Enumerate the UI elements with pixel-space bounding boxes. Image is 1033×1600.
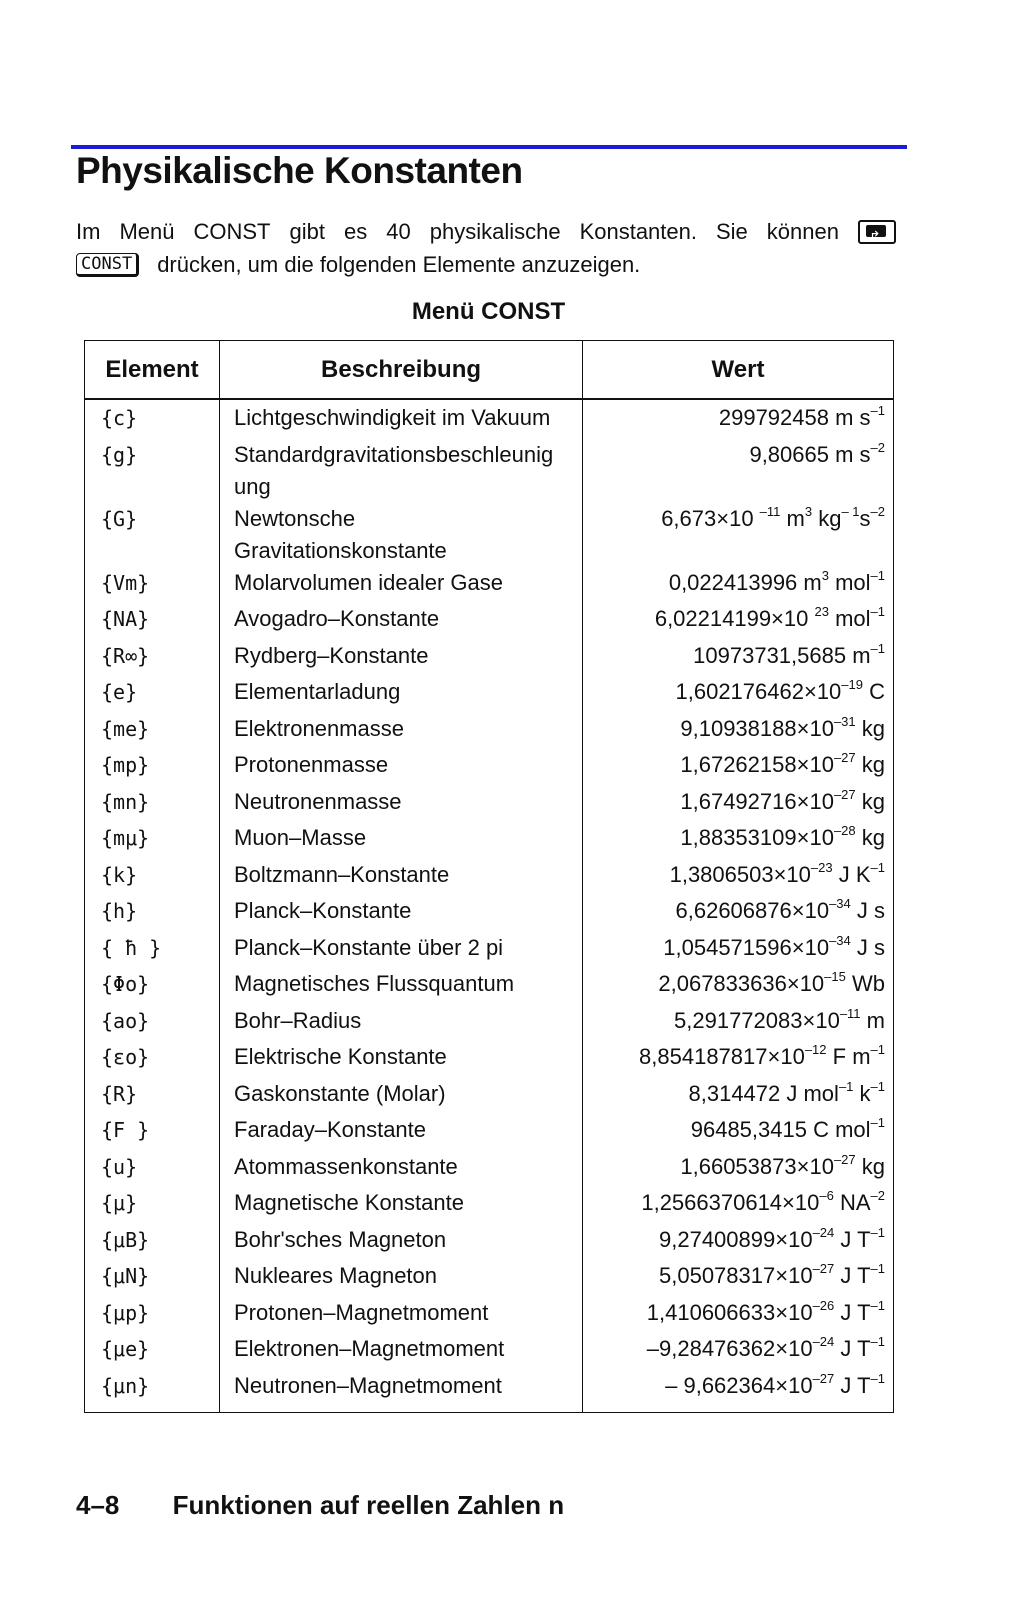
- description-cell: Magnetisches Flussquantum: [220, 968, 583, 1005]
- value-cell: 0,022413996 $m^3$ mol$^{-1}$: [583, 567, 894, 604]
- table-row: [85, 786, 894, 823]
- table-row: [85, 895, 894, 932]
- value-cell: $-9,28476362\times 10^{-24}$ J $T^{-1}$: [583, 1333, 894, 1370]
- table-row: [85, 932, 894, 969]
- element-cell: {mμ}: [85, 822, 220, 859]
- description-cell: Rydberg–Konstante: [220, 640, 583, 677]
- description-cell: Elementarladung: [220, 676, 583, 713]
- description-cell: Atommassenkonstante: [220, 1151, 583, 1188]
- table-row: [85, 640, 894, 677]
- value-cell: – $9,662364\times 10^{-27}$ J $T^{-1}$: [583, 1370, 894, 1413]
- intro-line-2: [76, 248, 896, 281]
- intro-word: gibt: [289, 219, 325, 244]
- intro-word: Konstanten.: [579, 219, 697, 244]
- intro-paragraph: [76, 215, 896, 281]
- table-row: [85, 1333, 894, 1370]
- element-cell: {μN}: [85, 1260, 220, 1297]
- intro-word: 40: [386, 219, 411, 244]
- table-row: [85, 676, 894, 713]
- header-rule: [71, 145, 907, 149]
- value-cell: $1,054571596\times 10^{-34}$ J s: [583, 932, 894, 969]
- element-cell: {mn}: [85, 786, 220, 823]
- table-row: [85, 822, 894, 859]
- table-body: [85, 399, 894, 1413]
- table-row: [85, 1078, 894, 1115]
- description-cell: Molarvolumen idealer Gase: [220, 567, 583, 604]
- right-shift-key-icon: [858, 220, 896, 244]
- table-row: [85, 1151, 894, 1188]
- header-value: Wert: [583, 341, 894, 400]
- description-cell: Protonen–Magnetmoment: [220, 1297, 583, 1334]
- element-cell: {R∞}: [85, 640, 220, 677]
- table-row: [85, 439, 894, 503]
- description-cell: Protonenmasse: [220, 749, 583, 786]
- intro-word: CONST: [193, 219, 271, 244]
- description-cell: Neutronenmasse: [220, 786, 583, 823]
- table-row: [85, 968, 894, 1005]
- description-cell: Elektrische Konstante: [220, 1041, 583, 1078]
- value-cell: 9,80665 m $s^{-2}$: [583, 439, 894, 503]
- description-cell: Boltzmann–Konstante: [220, 859, 583, 896]
- value-cell: $9,27400899\times 10^{-24}$ J $T^{-1}$: [583, 1224, 894, 1261]
- page-title: Physikalische Konstanten: [76, 150, 523, 191]
- value-cell: 8,314472 J mol$^{-1}$ $k^{-1}$: [583, 1078, 894, 1115]
- description-cell: Lichtgeschwindigkeit im Vakuum: [220, 399, 583, 439]
- chapter-title: Funktionen auf reellen Zahlen n: [172, 1490, 565, 1520]
- description-cell: Standardgravitationsbeschleunig ung: [220, 439, 583, 503]
- value-cell: 10973731,5685 $m^{-1}$: [583, 640, 894, 677]
- table-row: [85, 1187, 894, 1224]
- value-cell: $5,291772083\times 10^{-11}$ m: [583, 1005, 894, 1042]
- table-row: [85, 749, 894, 786]
- description-cell: Bohr'sches Magneton: [220, 1224, 583, 1261]
- element-cell: { ħ }: [85, 932, 220, 969]
- page-number: 4–8: [76, 1490, 120, 1520]
- element-cell: {u}: [85, 1151, 220, 1188]
- value-cell: $9,10938188\times 10^{-31}$ kg: [583, 713, 894, 750]
- description-cell: Faraday–Konstante: [220, 1114, 583, 1151]
- table-row: [85, 1041, 894, 1078]
- description-cell: Nukleares Magneton: [220, 1260, 583, 1297]
- value-cell: $5,05078317\times 10^{-27}$ J $T^{-1}$: [583, 1260, 894, 1297]
- element-cell: {εo}: [85, 1041, 220, 1078]
- table-row: [85, 713, 894, 750]
- element-cell: {ao}: [85, 1005, 220, 1042]
- value-cell: $6,62606876\times 10^{-34}$ J s: [583, 895, 894, 932]
- intro-word: es: [343, 219, 368, 244]
- description-cell: Neutronen–Magnetmoment: [220, 1370, 583, 1413]
- intro-word: physikalische: [429, 219, 561, 244]
- value-cell: 6,02214199×10 $^{23}$ mol$^{-1}$: [583, 603, 894, 640]
- element-cell: {me}: [85, 713, 220, 750]
- table-row: [85, 399, 894, 439]
- element-cell: {g}: [85, 439, 220, 503]
- table-row: [85, 859, 894, 896]
- value-cell: $1,88353109\times 10^{-28}$ kg: [583, 822, 894, 859]
- value-cell: $2,067833636\times 10^{-15}$ Wb: [583, 968, 894, 1005]
- description-cell: Magnetische Konstante: [220, 1187, 583, 1224]
- element-cell: {μB}: [85, 1224, 220, 1261]
- const-table: [84, 340, 894, 1413]
- element-cell: {μn}: [85, 1370, 220, 1413]
- element-cell: {e}: [85, 676, 220, 713]
- table-row: [85, 1260, 894, 1297]
- element-cell: {Φo}: [85, 968, 220, 1005]
- value-cell: 299792458 m $s^{-1}$: [583, 399, 894, 439]
- description-cell: Newtonsche Gravitationskonstante: [220, 503, 583, 567]
- element-cell: {c}: [85, 399, 220, 439]
- description-cell: Planck–Konstante: [220, 895, 583, 932]
- description-cell: Gaskonstante (Molar): [220, 1078, 583, 1115]
- table-caption: Menü CONST: [411, 298, 566, 325]
- description-cell: Elektronen–Magnetmoment: [220, 1333, 583, 1370]
- value-cell: 96485,3415 C mol$^{-1}$: [583, 1114, 894, 1151]
- description-cell: Bohr–Radius: [220, 1005, 583, 1042]
- element-cell: {Vm}: [85, 567, 220, 604]
- value-cell: $1,67492716\times 10^{-27}$ kg: [583, 786, 894, 823]
- element-cell: {μe}: [85, 1333, 220, 1370]
- table-row: [85, 1370, 894, 1413]
- header-description: Beschreibung: [220, 341, 583, 400]
- value-cell: $1,2566370614\times 10^{-6}$ $NA^{-2}$: [583, 1187, 894, 1224]
- table-row: [85, 567, 894, 604]
- element-cell: {k}: [85, 859, 220, 896]
- table-row: [85, 1005, 894, 1042]
- intro-word: Menü: [119, 219, 175, 244]
- table-row: [85, 603, 894, 640]
- header-element: Element: [85, 341, 220, 400]
- value-cell: 6,673×10 $^{-11}$ $m^3$ $kg^{- 1}s^{-2}$: [583, 503, 894, 567]
- value-cell: $1,602176462\times 10^{-19}$ C: [583, 676, 894, 713]
- intro-word: Sie: [716, 219, 748, 244]
- element-cell: {R}: [85, 1078, 220, 1115]
- description-cell: Avogadro–Konstante: [220, 603, 583, 640]
- table-row: [85, 1297, 894, 1334]
- table-row: [85, 1224, 894, 1261]
- description-cell: Muon–Masse: [220, 822, 583, 859]
- intro-word: können: [766, 219, 839, 244]
- value-cell: $1,67262158\times 10^{-27}$ kg: [583, 749, 894, 786]
- element-cell: {F }: [85, 1114, 220, 1151]
- value-cell: $1,3806503\times 10^{-23}$ J $K^{-1}$: [583, 859, 894, 896]
- value-cell: $1,410606633\times 10^{-26}$ J $T^{-1}$: [583, 1297, 894, 1334]
- table-row: [85, 1114, 894, 1151]
- element-cell: {NA}: [85, 603, 220, 640]
- description-cell: Planck–Konstante über 2 pi: [220, 932, 583, 969]
- table-row: [85, 503, 894, 567]
- intro-line-1: [76, 215, 896, 248]
- intro-line-2-text: drücken, um die folgenden Elemente anzuzeigen.: [157, 252, 641, 277]
- element-cell: {μp}: [85, 1297, 220, 1334]
- description-cell: Elektronenmasse: [220, 713, 583, 750]
- const-key: CONST: [76, 253, 139, 277]
- element-cell: {G}: [85, 503, 220, 567]
- value-cell: $8,854187817\times 10^{-12}$ F $m^{-1}$: [583, 1041, 894, 1078]
- table-header-row: [85, 341, 894, 400]
- element-cell: {μ}: [85, 1187, 220, 1224]
- element-cell: {mp}: [85, 749, 220, 786]
- intro-word: Im: [76, 219, 101, 244]
- page-footer: [76, 1490, 564, 1521]
- value-cell: $1,66053873\times 10^{-27}$ kg: [583, 1151, 894, 1188]
- element-cell: {h}: [85, 895, 220, 932]
